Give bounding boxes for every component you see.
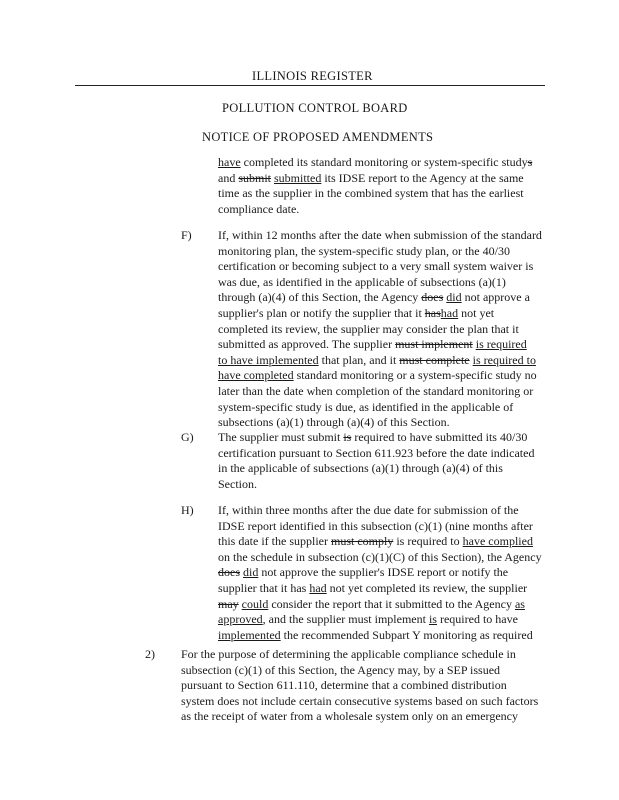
text-line: For the purpose of determining the applicable compliance schedule in [181,647,516,661]
text-line: If, within three months after the due date for submission of the [218,503,519,517]
text-line: completed its review, the supplier may consider the plan that it [218,321,519,336]
item-g-paragraph [218,430,534,492]
text-line: certification or becoming subject to a very small system waiver is [218,259,534,274]
text-run: and [218,170,239,185]
inserted-text: did [243,565,259,580]
deleted-text: must comply [330,534,394,549]
text-line: If, within 12 months after the date when submission of the standard [218,228,542,242]
text-line [218,290,542,306]
deleted-text: does [421,290,444,305]
text-run: supplier's plan or notify the supplier that it [218,305,425,320]
inserted-text: as [514,596,525,611]
text-run: not yet completed its review, the supplier [326,580,528,595]
text-run: submitted as approved. The supplier [218,337,396,352]
inserted-text: is required [475,337,527,352]
deleted-text: submit [238,170,271,185]
text-run: its IDSE report to the Agency at the same [321,170,524,185]
text-run: the recommended Subpart Y monitoring as required [280,627,533,642]
text-run: required to have [436,612,518,627]
text-run: supplier that it has [218,580,310,595]
text-line: pursuant to Section 611.110, determine that a combined distribution [181,678,507,693]
notice-title: NOTICE OF PROPOSED AMENDMENTS [202,130,434,144]
register-title: ILLINOIS REGISTER [252,69,373,83]
text-line [218,368,542,384]
text-line: IDSE report identified in this subsection (c)(1) (nine months after [218,518,533,533]
text-run: not approve the supplier's IDSE report or notify the [258,565,509,580]
text-run: through (a)(4) of this Section, the Agency [218,290,422,305]
deleted-text: may [218,596,239,611]
text-line [218,628,542,644]
text-run: completed its standard monitoring or system-specific study [240,155,528,169]
text-line [218,306,542,322]
text-run: standard monitoring or a system-specific study no [293,368,537,383]
text-line: was due, as identified in the applicable of subsections (a)(1) [218,274,506,289]
deleted-text: is [343,430,352,444]
text-run: this date if the supplier [218,534,331,549]
text-line [218,171,532,187]
item-h-paragraph [218,503,542,643]
inserted-text: have [218,155,241,169]
text-line: as the receipt of water from a wholesale system only on an emergency [181,709,518,724]
text-line: system does not include certain consecutive systems based on such factors [181,693,539,708]
deleted-text: s [527,155,533,169]
text-run: not approve a [461,290,530,305]
text-line [218,353,542,369]
inserted-text: is required to [472,352,536,367]
item-2-marker: 2) [145,647,155,661]
text-run: required to have submitted its 40/30 [351,430,528,444]
item-f-marker: F) [181,228,192,242]
text-line: Section. [218,476,257,491]
inserted-text: implemented [218,627,281,642]
item-f-paragraph [218,228,542,431]
deleted-text: does [218,565,240,580]
inserted-text: have complied [462,534,533,549]
text-line [218,430,534,446]
text-run: , and the supplier must implement [262,612,429,627]
inserted-text: had [309,580,327,595]
inserted-text: submitted [274,170,322,185]
deleted-text: must complete [399,352,470,367]
text-line: time as the supplier in the combined system that has the earliest [218,186,524,201]
text-line [218,337,542,353]
text-run: not yet [458,305,495,320]
text-run: The supplier must submit [218,430,344,444]
inserted-text: to have implemented [218,352,319,367]
inserted-text: have completed [218,368,294,383]
item-g-marker: G) [181,430,194,444]
text-line [218,155,532,171]
text-line [218,581,542,597]
text-line: monitoring plan, the system-specific study plan, or the 40/30 [218,243,510,258]
text-line: subsections (a)(1) through (a)(4) of this Section. [218,415,450,430]
deleted-text: has [424,305,441,320]
text-run: that plan, and it [318,352,400,367]
board-title: POLLUTION CONTROL BOARD [222,101,408,115]
deleted-text: must implement [395,337,473,352]
inserted-text: is [428,612,437,627]
inserted-text: could [241,596,269,611]
text-line: compliance date. [218,201,300,216]
text-line [218,597,542,613]
text-line: in the applicable of subsections (a)(1) through (a)(4) of this [218,461,503,476]
inserted-text: had [440,305,459,320]
header-rule [75,85,545,86]
text-line: later than the date when completion of the standard monitoring or [218,383,534,398]
text-run: is required to [393,534,463,549]
item-2-paragraph [181,647,538,725]
intro-paragraph [218,155,532,217]
inserted-text: approved [218,612,263,627]
text-run: consider the report that it submitted to the Agency [268,596,515,611]
text-line: system-specific study is due, as identified in the applicable of [218,399,514,414]
item-h-marker: H) [181,503,194,517]
text-line [218,534,542,550]
inserted-text: did [446,290,462,305]
text-line: on the schedule in subsection (c)(1)(C) of this Section), the Agency [218,549,542,564]
text-line [218,612,542,628]
text-line: subsection (c)(1) of this Section, the Agency may, by a SEP issued [181,662,501,677]
text-line [218,565,542,581]
text-line: certification pursuant to Section 611.923 before the date indicated [218,445,535,460]
